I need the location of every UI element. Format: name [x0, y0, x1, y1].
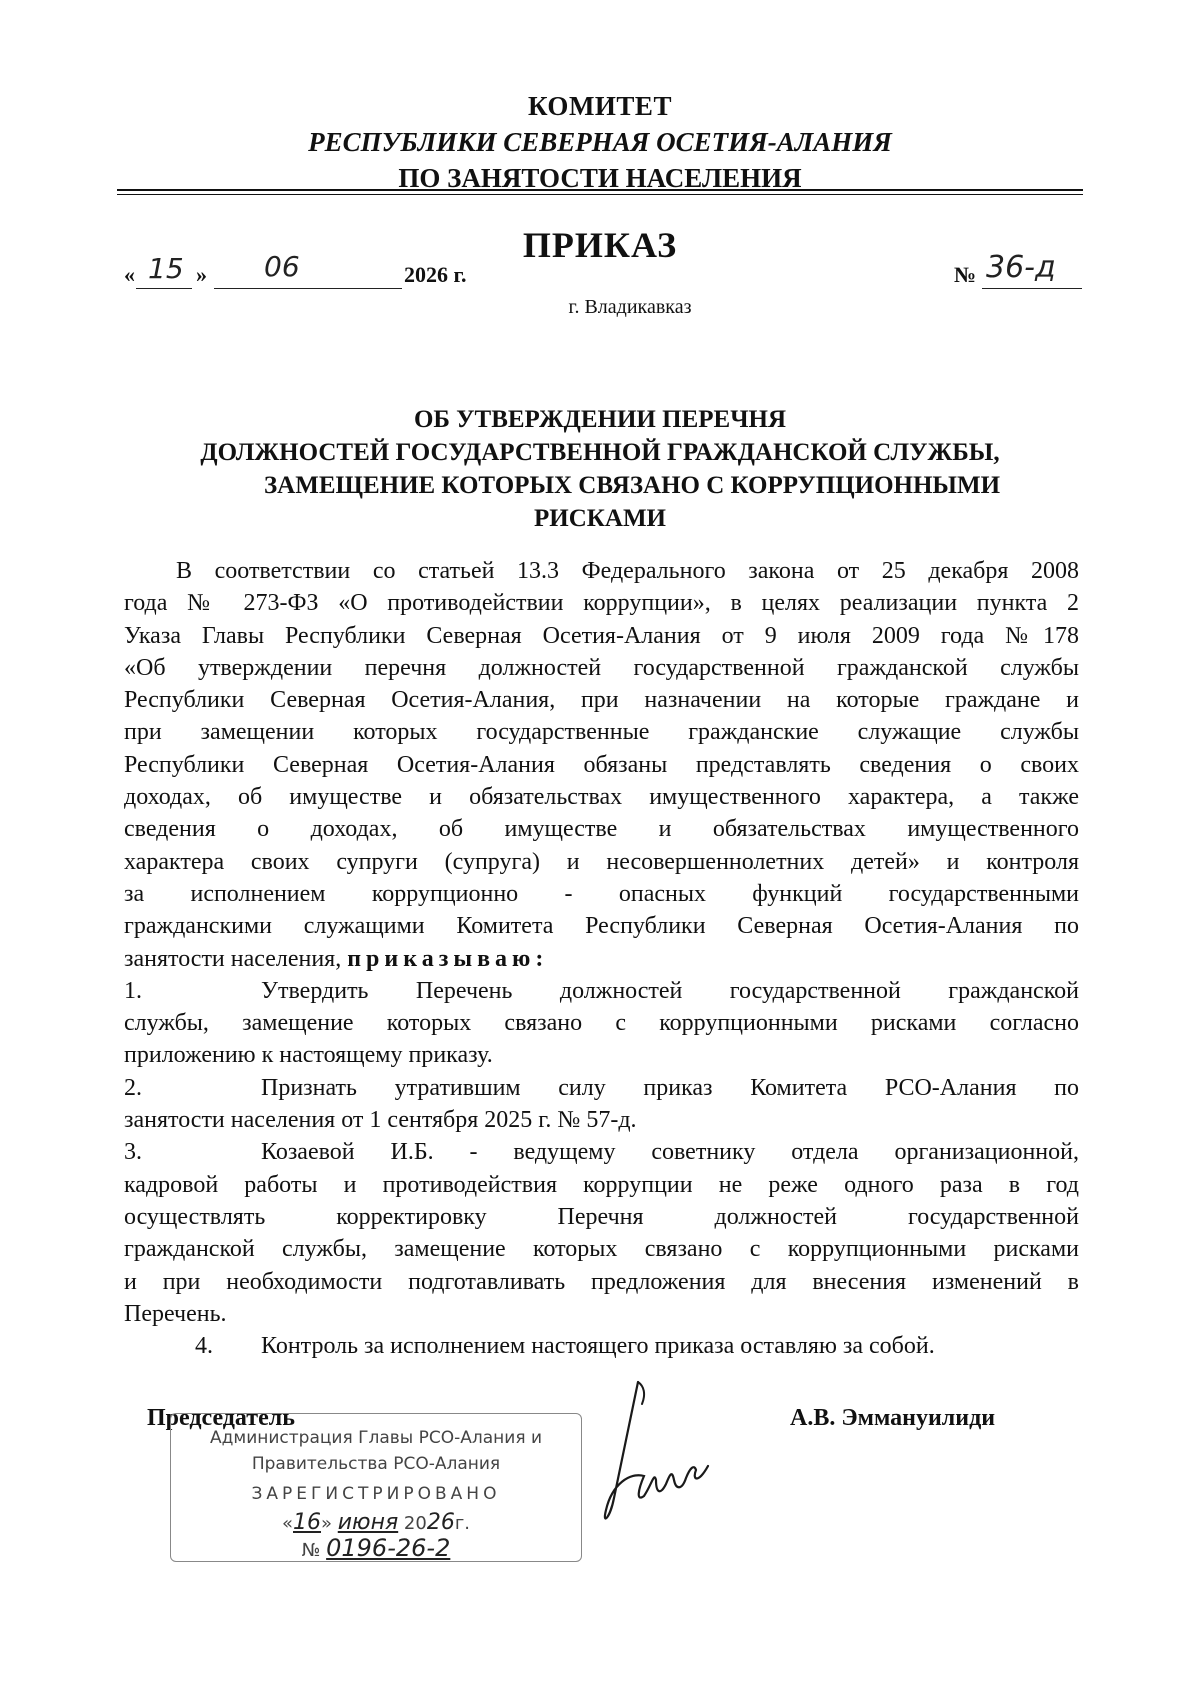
org-line-2: РЕСПУБЛИКИ СЕВЕРНАЯ ОСЕТИЯ-АЛАНИЯ [308, 127, 892, 157]
item-number: 1. [124, 977, 142, 1004]
city: г. Владикавказ [568, 296, 692, 318]
signatory-name: А.В. Эммануилиди [790, 1405, 996, 1431]
handwritten-signature [600, 1380, 720, 1530]
stamp-date-month: июня [337, 1510, 399, 1535]
number-label: № [954, 262, 977, 287]
order-word: приказываю: [347, 945, 549, 972]
date-year: 2026 г. [404, 262, 467, 287]
stamp-date-year-prefix: 20 [403, 1513, 427, 1534]
item-text: Признать утратившим силу приказ Комитета РСО-Алания по [261, 1074, 1079, 1101]
item-2-first [124, 1072, 1079, 1104]
date-day-underline [136, 288, 192, 289]
date-month-handwritten: 06 [264, 250, 300, 283]
signatory-position: Председатель [147, 1405, 295, 1431]
preamble-line: Указа Главы Республики Северная Осетия-Алания от 9 июля 2009 года №178 [124, 622, 1079, 649]
number-underline [982, 288, 1082, 289]
stamp-date [171, 1510, 581, 1535]
header-rule-thick [117, 189, 1083, 191]
date-month-underline [214, 288, 402, 289]
item-2-last: занятости населения от 1 сентября 2025 г. № 57-д. [124, 1107, 637, 1134]
stamp-date-day: 16 [293, 1510, 321, 1535]
stamp-date-close: » [321, 1513, 333, 1534]
item-1-first [124, 975, 1079, 1007]
preamble-line: сведения о доходах, об имуществе и обязательствах имущественного [124, 816, 1079, 843]
registration-stamp [170, 1413, 582, 1562]
item-4-first [124, 1330, 1079, 1362]
doc-type-title: ПРИКАЗ [522, 225, 678, 265]
item-3-line: осуществлять корректировку Перечня должностей государственной [124, 1203, 1079, 1230]
org-header [0, 88, 1200, 196]
order-body [124, 555, 1079, 1362]
preamble-line: доходах, об имуществе и обязательствах имущественного характера, а также [124, 784, 1079, 811]
stamp-number-value: 0196-26-2 [326, 1534, 451, 1562]
item-text: Контроль за исполнением настоящего приказа оставляю за собой. [261, 1333, 935, 1360]
stamp-date-year-hand: 26 [426, 1510, 455, 1535]
item-number: 4. [195, 1333, 213, 1360]
preamble-last: занятости населения, [124, 945, 342, 972]
stamp-line-3: ЗАРЕГИСТРИРОВАНО [251, 1484, 501, 1504]
item-3-last: Перечень. [124, 1300, 227, 1327]
preamble-line: года № 273-ФЗ «О противодействии коррупции», в целях реализации пункта 2 [124, 590, 1079, 617]
stamp-date-year-suffix: г. [454, 1513, 471, 1534]
item-3-first [124, 1136, 1079, 1168]
item-3-line: гражданской службы, замещение которых связано с коррупционными рисками [124, 1236, 1079, 1263]
item-3-line: кадровой работы и противодействия коррупции не реже одного раза в год [124, 1171, 1079, 1198]
date-close-quote: » [196, 262, 207, 287]
stamp-date-open: « [281, 1513, 293, 1534]
header-rule-thin [117, 194, 1083, 195]
item-text: Козаевой И.Б. - ведущему советнику отдела организационной, [261, 1139, 1079, 1166]
preamble-last-line [124, 943, 1079, 975]
title-line-3: ЗАМЕЩЕНИЕ КОТОРЫХ СВЯЗАНО С КОРРУПЦИОННЫМИ [263, 472, 1001, 499]
title-line-4: РИСКАМИ [534, 505, 666, 532]
date-day-handwritten: 15 [148, 252, 184, 285]
order-title [100, 403, 1100, 535]
preamble-line: «Об утверждении перечня должностей государственной гражданской службы [124, 654, 1079, 681]
preamble-line: В соответствии со статьей 13.3 Федерального закона от 25 декабря 2008 [176, 558, 1079, 584]
preamble-line: гражданскими служащими Комитета Республики Северная Осетия-Алания по [124, 913, 1079, 940]
preamble-line: Республики Северная Осетия-Алания, при назначении на которые граждане и [124, 687, 1079, 714]
preamble-line: за исполнением коррупционно - опасных функций государственными [124, 880, 1079, 907]
org-line-3: ПО ЗАНЯТОСТИ НАСЕЛЕНИЯ [398, 163, 802, 193]
item-text: Утвердить Перечень должностей государственной гражданской [261, 977, 1079, 1004]
item-number: 2. [124, 1074, 142, 1101]
date-open-quote: « [124, 262, 135, 287]
item-1-line: службы, замещение которых связано с коррупционными рисками согласно [124, 1010, 1079, 1037]
item-1-last: приложению к настоящему приказу. [124, 1042, 493, 1069]
preamble-line: Республики Северная Осетия-Алания обязаны представлять сведения о своих [124, 751, 1079, 778]
stamp-number-label: № [301, 1540, 321, 1561]
preamble-line: при замещении которых государственные гражданские служащие службы [124, 719, 1079, 746]
title-line-1: ОБ УТВЕРЖДЕНИИ ПЕРЕЧНЯ [413, 406, 787, 433]
org-line-1: КОМИТЕТ [528, 91, 672, 121]
item-3-line: и при необходимости подготавливать предложения для внесения изменений в [124, 1268, 1079, 1295]
number-handwritten: 36-д [986, 250, 1056, 285]
item-number: 3. [124, 1139, 142, 1166]
preamble-line: характера своих супруги (супруга) и несовершеннолетних детей» и контроля [124, 848, 1079, 875]
stamp-line-2: Правительства РСО-Алания [251, 1454, 501, 1474]
stamp-number [171, 1534, 581, 1562]
title-line-2: ДОЛЖНОСТЕЙ ГОСУДАРСТВЕННОЙ ГРАЖДАНСКОЙ СЛУЖБЫ, [200, 439, 1000, 466]
stamp-line-1: Администрация Главы РСО-Алания и [209, 1428, 542, 1448]
